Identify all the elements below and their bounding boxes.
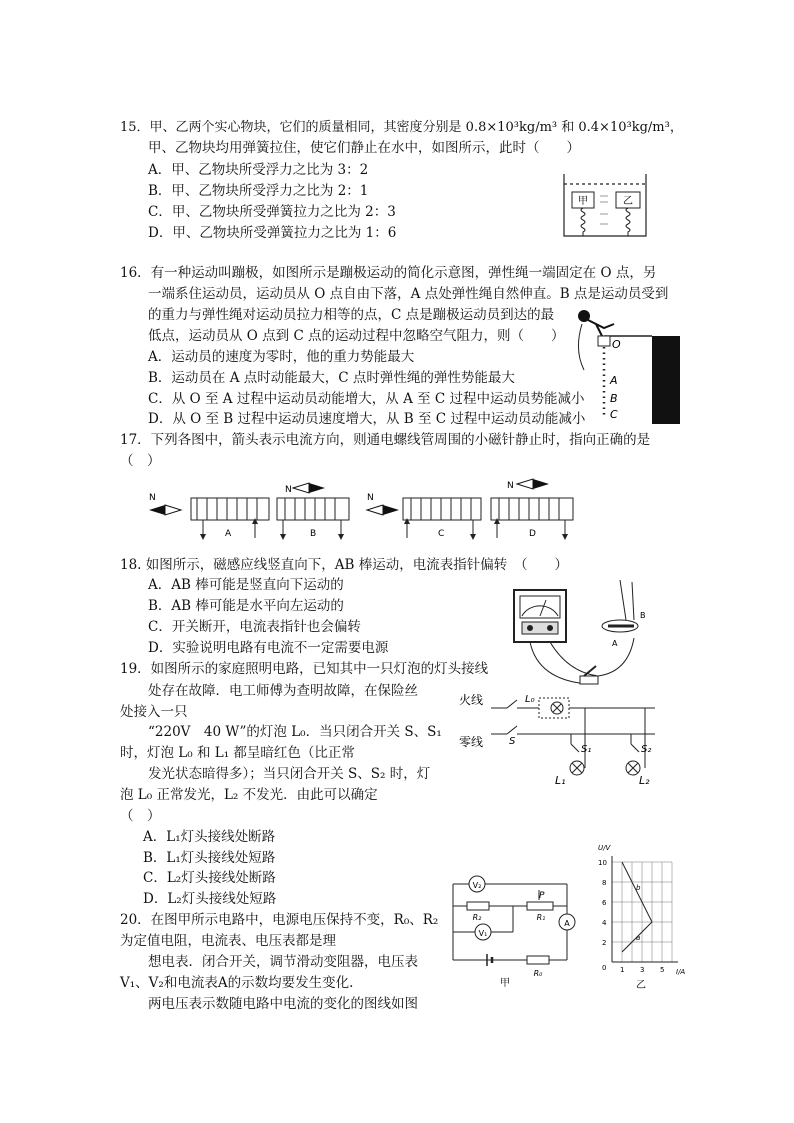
graph-xlabel: I/A	[676, 968, 686, 976]
ytick-2: 2	[602, 939, 607, 947]
q19-option-b: B．L₁灯头接线处短路	[143, 850, 276, 866]
q19-household-circuit	[455, 688, 663, 788]
xtick-3: 3	[640, 966, 645, 974]
svg-text:V₂: V₂	[472, 881, 482, 890]
switch-base	[580, 676, 598, 684]
solenoid-b-label: B	[310, 529, 317, 539]
q16-option-c: C．从 O 至 A 过程中运动员动能增大，从 A 至 C 过程中运动员势能减小	[148, 391, 585, 407]
q18-option-b: B．AB 棒可能是水平向左运动的	[148, 598, 344, 614]
q20-circuit-jia	[447, 870, 583, 988]
q17-line2: （ ）	[120, 453, 161, 469]
q15-line2: 甲、乙物块均用弹簧拉住，使它们静止在水中，如图所示，此时（ ）	[148, 140, 580, 156]
line-b-label: b	[636, 884, 641, 892]
q18-induction-figure	[508, 580, 668, 690]
solenoid-b	[277, 483, 349, 540]
main-switch-s: S	[509, 736, 516, 747]
lamp-l0-label: L₀	[525, 694, 535, 705]
point-c: C	[610, 408, 618, 421]
q19-line8: （ ）	[120, 808, 161, 824]
xtick-1: 1	[620, 966, 625, 974]
svg-text:A: A	[564, 919, 570, 928]
svg-text:P: P	[539, 891, 545, 901]
q15-water-tank-figure	[560, 172, 652, 240]
q16-line4: 低点，运动员从 O 点到 C 点的运动过程中忽略空气阻力，则（ ）	[148, 328, 565, 344]
q15-option-c: C．甲、乙物块所受弹簧拉力之比为 2：3	[148, 204, 396, 220]
solenoid-d-label: D	[529, 529, 536, 539]
spring-yi	[626, 208, 630, 236]
line-b	[622, 862, 652, 922]
line-a-label: a	[636, 934, 641, 942]
svg-text:R₂: R₂	[472, 913, 482, 922]
solenoid-c-needle-n: N	[367, 493, 374, 503]
q16-line3: 的重力与弹性绳对运动员拉力相等的点，C 点是蹦极运动员到达的最	[148, 307, 555, 323]
q20-line2: 为定值电阻，电流表、电压表都是理	[120, 933, 336, 949]
q19-line1: 19．如图所示的家庭照明电路，已知其中一只灯泡的灯头接线	[120, 661, 489, 677]
block-jia-label: 甲	[578, 196, 588, 207]
ytick-8: 8	[602, 879, 607, 887]
solenoid-b-needle-n: N	[285, 485, 292, 495]
rod-end-a: A	[612, 639, 618, 648]
solenoid-a-label: A	[225, 529, 232, 539]
ytick-10: 10	[598, 859, 607, 867]
q19-line7: 泡 L₀ 正常发光，L₂ 不发光．由此可以确定	[120, 787, 378, 803]
q16-line1: 16．有一种运动叫蹦极，如图所示是蹦极运动的简化示意图，弹性绳一端固定在 O 点，另	[120, 265, 657, 281]
q16-bungee-figure	[574, 310, 686, 426]
graph-ylabel: U/V	[598, 844, 611, 852]
q19-line5: 时，灯泡 L₀ 和 L₁ 都呈暗红色（比正常	[120, 745, 355, 761]
rod-end-b: B	[640, 611, 646, 620]
ytick-6: 6	[602, 899, 607, 907]
q18-option-c: C．开关断开，电流表指针也会偏转	[148, 619, 361, 635]
resistor-r2	[467, 902, 489, 910]
q16-line2: 一端系住运动员，运动员从 O 点自由下落，A 点处弹性绳自然伸直。B 点是运动员受到	[148, 286, 669, 302]
solenoid-a	[149, 493, 269, 540]
q18-stem: 18. 如图所示，磁感应线竖直向下，AB 棒运动，电流表指针偏转 （ ）	[120, 557, 568, 573]
q17-line1: 17．下列各图中，箭头表示电流方向，则通电螺线管周围的小磁针静止时，指向正确的是	[120, 432, 651, 448]
lamp-l2-label: L₂	[639, 774, 650, 787]
block-yi-label: 乙	[623, 196, 633, 207]
resistor-r0	[527, 956, 549, 964]
q16-option-b: B．运动员在 A 点时动能最大，C 点时弹性绳的弹性势能最大	[148, 370, 515, 386]
arc-path	[578, 324, 584, 370]
jumper-body	[588, 320, 614, 336]
rheostat-r1	[527, 902, 553, 910]
q19-line6: 发光状态暗得多）；当只闭合开关 S、S₂ 时，灯	[148, 766, 431, 782]
q16-option-d: D．从 O 至 B 过程中运动员速度增大，从 B 至 C 过程中运动员动能减小	[148, 411, 586, 427]
q19-option-c: C．L₂灯头接线处断路	[143, 870, 276, 886]
svg-text:V₁: V₁	[478, 929, 488, 938]
q16-option-a: A．运动员的速度为零时，他的重力势能最大	[148, 349, 415, 365]
svg-text:R₁: R₁	[536, 913, 546, 922]
solenoid-d-needle-n: N	[507, 481, 514, 491]
ytick-0: 0	[602, 964, 607, 972]
lamp-l1-label: L₁	[555, 774, 566, 787]
q18-option-a: A．AB 棒可能是竖直向下运动的	[148, 577, 344, 593]
q19-line4: “220V 40 W”的灯泡 L₀．当只闭合开关 S、S₁	[148, 724, 442, 740]
solenoid-a-needle-n: N	[149, 493, 156, 503]
q19-option-d: D．L₂灯头接线处短路	[143, 891, 277, 907]
q15-option-d: D．甲、乙物块所受弹簧拉力之比为 1：6	[148, 225, 397, 241]
solenoid-d	[491, 479, 573, 540]
q19-line2: 处存在故障．电工师傅为查明故障，在保险丝	[148, 683, 418, 699]
solenoid-c-label: C	[438, 529, 445, 539]
q20-graph-yi	[592, 842, 692, 994]
circuit-caption: 甲	[500, 978, 510, 988]
q19-option-a: A．L₁灯头接线处断路	[143, 829, 276, 845]
live-wire-label: 火线	[459, 693, 484, 707]
q20-line1: 20．在图甲所示电路中，电源电压保持不变，R₀、R₂	[120, 912, 439, 928]
svg-text:R₀: R₀	[533, 969, 543, 978]
q20-line5: 两电压表示数随电路中电流的变化的图线如图	[148, 996, 418, 1012]
q20-line4: V₁、V₂和电流表A的示数均要发生变化.	[120, 975, 354, 991]
neutral-wire-label: 零线	[459, 735, 484, 749]
cliff-tower	[652, 336, 680, 424]
q15-option-b: B．甲、乙物块所受浮力之比为 2：1	[148, 183, 369, 199]
graph-caption: 乙	[636, 980, 646, 991]
ytick-4: 4	[602, 919, 607, 927]
point-o: O	[612, 338, 621, 351]
q19-line3: 处接入一只	[120, 704, 188, 720]
point-b: B	[610, 392, 618, 405]
xtick-5: 5	[660, 966, 665, 974]
solenoid-c	[367, 493, 481, 540]
spring-jia	[581, 208, 585, 236]
q15-line1: 15．甲、乙两个实心物块，它们的质量相同，其密度分别是 0.8×10³kg/m³ 和 0.4×10³kg/m³，	[120, 120, 683, 135]
q17-solenoid-figure	[145, 478, 580, 542]
point-a: A	[610, 374, 618, 387]
switch-s2: S₂	[641, 744, 652, 755]
q20-line3: 想电表．闭合开关，调节滑动变阻器，电压表	[148, 954, 418, 970]
q18-option-d: D．实验说明电路有电流不一定需要电源	[148, 640, 389, 656]
switch-s1: S₁	[581, 744, 592, 755]
q15-option-a: A．甲、乙物块所受浮力之比为 3：2	[148, 162, 369, 178]
